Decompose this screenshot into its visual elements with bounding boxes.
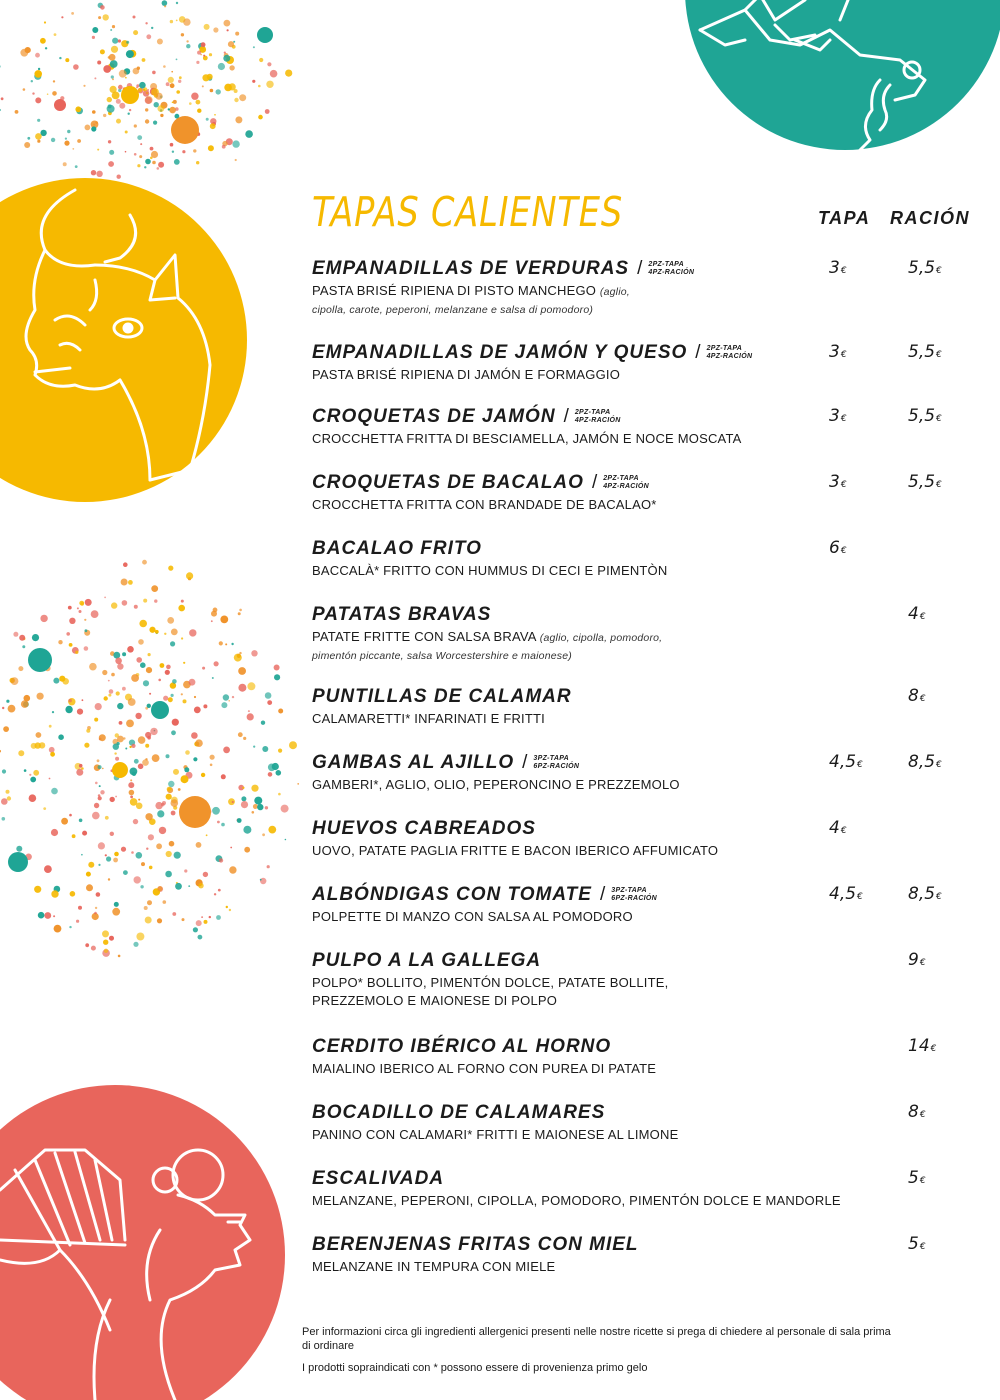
flamenco-dancer-icon <box>0 1085 285 1400</box>
currency-symbol: € <box>936 266 942 276</box>
menu-item <box>312 752 972 794</box>
portion-tapa: 2PZ-TAPA <box>706 345 743 352</box>
price-value: 5,5 <box>908 472 936 492</box>
description-text: UOVO, PATATE PAGLIA FRITTE E BACON IBERICO AFFUMICATO <box>312 843 719 858</box>
menu-item-description <box>312 776 972 794</box>
menu-item-name: PULPO A LA GALLEGA <box>312 950 542 971</box>
description-text: PREZZEMOLO E MAIONESE DI POLPO <box>312 993 558 1008</box>
menu-item-description <box>312 282 972 319</box>
description-text: MAIALINO IBERICO AL FORNO CON PUREA DI PATATE <box>312 1061 657 1076</box>
paint-splatter-middle <box>0 560 299 957</box>
price-tapa <box>829 258 847 278</box>
price-racion <box>908 1234 926 1254</box>
currency-symbol: € <box>840 480 847 490</box>
paint-splatter-top <box>0 0 292 179</box>
currency-symbol: € <box>857 760 863 770</box>
currency-symbol: € <box>840 350 847 360</box>
price-racion <box>908 406 942 426</box>
separator: / <box>563 406 569 427</box>
menu-item-header <box>312 1168 972 1190</box>
price-racion <box>908 472 942 492</box>
price-racion <box>908 884 942 904</box>
ingredient-note: (aglio, cipolla, pomodoro, <box>539 632 663 644</box>
bull-head-icon <box>0 178 247 502</box>
footer-notes <box>302 1325 902 1383</box>
ingredient-note: cipolla, carote, peperoni, melanzane e salsa di pomodoro) <box>312 304 594 316</box>
menu-item-description <box>312 908 972 926</box>
menu-item-name: EMPANADILLAS DE JAMÓN Y QUESO <box>312 342 688 363</box>
menu-item-header <box>312 472 972 494</box>
price-racion <box>908 1168 926 1188</box>
menu-item <box>312 538 972 580</box>
menu-item-name: ESCALIVADA <box>312 1168 445 1189</box>
menu-item-header <box>312 752 972 774</box>
menu-item-description <box>312 1126 972 1144</box>
price-tapa <box>829 472 847 492</box>
description-text: PASTA BRISÉ RIPIENA DI PISTO MANCHEGO <box>312 283 597 298</box>
menu-item-description <box>312 1192 972 1210</box>
portion-info <box>603 475 649 491</box>
price-value: 5 <box>908 1168 919 1188</box>
portion-info <box>533 755 579 771</box>
portion-racion: 6PZ-RACIÓN <box>533 763 580 770</box>
portion-tapa: 3PZ-TAPA <box>611 887 647 894</box>
portion-racion: 6PZ-RACIÓN <box>611 895 658 902</box>
price-value: 3 <box>829 342 840 362</box>
horse-head-icon <box>685 0 1000 150</box>
price-racion <box>908 1036 936 1056</box>
price-value: 3 <box>829 406 840 426</box>
description-text: POLPO* BOLLITO, PIMENTÓN DOLCE, PATATE BOLLITE, <box>312 975 669 990</box>
currency-symbol: € <box>919 1176 926 1186</box>
menu-item-name: BERENJENAS FRITAS CON MIEL <box>312 1234 639 1255</box>
portion-tapa: 2PZ-TAPA <box>603 475 639 482</box>
currency-symbol: € <box>919 1110 926 1120</box>
price-value: 14 <box>908 1036 930 1056</box>
menu-item-name: HUEVOS CABREADOS <box>312 818 536 839</box>
currency-symbol: € <box>919 694 926 704</box>
menu-item <box>312 1168 972 1210</box>
price-racion <box>908 342 942 362</box>
menu-item-header <box>312 604 972 626</box>
menu-item-description <box>312 1060 972 1078</box>
price-tapa <box>829 406 847 426</box>
column-header-racion: RACIÓN <box>890 208 970 228</box>
menu-item-name: PATATAS BRAVAS <box>312 604 492 625</box>
portion-info <box>707 345 753 361</box>
menu-item <box>312 342 972 384</box>
price-value: 3 <box>829 258 840 278</box>
menu-item-header <box>312 406 972 428</box>
allergen-note: Per informazioni circa gli ingredienti allergenici presenti nelle nostre ricette si prega di chiedere al personale di sala prima di ordinare <box>302 1326 891 1352</box>
price-value: 4,5 <box>829 884 857 904</box>
currency-symbol: € <box>919 958 926 968</box>
description-text: POLPETTE DI MANZO CON SALSA AL POMODORO <box>312 909 633 924</box>
price-value: 8 <box>908 686 919 706</box>
menu-item-name: GAMBAS AL AJILLO <box>312 752 515 773</box>
menu-item <box>312 472 972 514</box>
currency-symbol: € <box>936 414 942 424</box>
ingredient-note: pimentón piccante, salsa Worcestershire e maionese) <box>312 650 572 662</box>
menu-item-name: BOCADILLO DE CALAMARES <box>312 1102 606 1123</box>
menu-item <box>312 406 972 448</box>
price-value: 8,5 <box>908 884 936 904</box>
currency-symbol: € <box>936 892 942 902</box>
description-text: PATATE FRITTE CON SALSA BRAVA <box>312 629 536 644</box>
menu-item-description <box>312 496 972 514</box>
description-text: MELANZANE, PEPERONI, CIPOLLA, POMODORO, PIMENTÓN DOLCE E MANDORLE <box>312 1193 841 1208</box>
currency-symbol: € <box>840 414 847 424</box>
menu-item <box>312 1234 972 1276</box>
description-text: MELANZANE IN TEMPURA CON MIELE <box>312 1259 556 1274</box>
price-value: 9 <box>908 950 919 970</box>
price-tapa <box>829 818 847 838</box>
description-text: BACCALÀ* FRITTO CON HUMMUS DI CECI E PIMENTÒN <box>312 563 668 578</box>
price-racion <box>908 950 926 970</box>
separator: / <box>599 884 606 905</box>
column-header-tapa: TAPA <box>818 208 871 228</box>
menu-item <box>312 818 972 860</box>
description-text: PANINO CON CALAMARI* FRITTI E MAIONESE AL LIMONE <box>312 1127 679 1142</box>
price-racion <box>908 1102 926 1122</box>
menu-item-name: CROQUETAS DE JAMÓN <box>312 406 556 427</box>
menu-item-header <box>312 258 972 280</box>
menu-item <box>312 884 972 926</box>
portion-racion: 4PZ-RACIÓN <box>706 353 753 360</box>
menu-item-name: EMPANADILLAS DE VERDURAS <box>312 258 630 279</box>
price-value: 3 <box>829 472 840 492</box>
currency-symbol: € <box>840 826 847 836</box>
currency-symbol: € <box>840 546 847 556</box>
price-tapa <box>829 884 863 904</box>
menu-item-name: CROQUETAS DE BACALAO <box>312 472 584 493</box>
menu-item-description <box>312 366 972 384</box>
menu-item-header <box>312 818 972 840</box>
portion-racion: 4PZ-RACIÓN <box>603 483 649 490</box>
menu-item-description <box>312 1258 972 1276</box>
menu-item <box>312 604 972 665</box>
price-value: 8,5 <box>908 752 936 772</box>
price-value: 4 <box>908 604 919 624</box>
frozen-note: I prodotti sopraindicati con * possono essere di provenienza primo gelo <box>302 1362 648 1374</box>
menu-item-description <box>312 430 972 448</box>
portion-racion: 4PZ-RACIÓN <box>574 417 621 424</box>
menu-item <box>312 686 972 728</box>
separator: / <box>637 258 643 279</box>
price-value: 8 <box>908 1102 919 1122</box>
menu-item-header <box>312 342 972 364</box>
portion-info <box>575 409 621 425</box>
price-value: 5,5 <box>908 258 936 278</box>
description-text: CALAMARETTI* INFARINATI E FRITTI <box>312 711 545 726</box>
menu-item-description <box>312 842 972 860</box>
ingredient-note: (aglio, <box>599 286 630 298</box>
price-value: 5 <box>908 1234 919 1254</box>
menu-item-name: PUNTILLAS DE CALAMAR <box>312 686 572 707</box>
price-tapa <box>829 342 847 362</box>
menu-item-description <box>312 562 972 580</box>
portion-racion: 4PZ-RACIÓN <box>648 269 695 276</box>
menu-item-header <box>312 1234 972 1256</box>
menu-item-description <box>312 974 972 1010</box>
menu-item-header <box>312 1102 972 1124</box>
menu-item-name: ALBÓNDIGAS CON TOMATE <box>312 884 592 905</box>
currency-symbol: € <box>840 266 847 276</box>
separator: / <box>522 752 528 773</box>
separator: / <box>591 472 598 493</box>
price-tapa <box>829 752 863 772</box>
portion-tapa: 2PZ-TAPA <box>648 261 684 268</box>
price-value: 4,5 <box>829 752 857 772</box>
description-text: GAMBERI*, AGLIO, OLIO, PEPERONCINO E PREZZEMOLO <box>312 777 680 792</box>
currency-symbol: € <box>919 612 926 622</box>
menu-item-header <box>312 1036 972 1058</box>
menu-title: TAPAS CALIENTES <box>312 188 624 236</box>
menu-item-header <box>312 538 972 560</box>
price-tapa <box>829 538 847 558</box>
portion-tapa: 3PZ-TAPA <box>533 755 570 762</box>
description-text: CROCCHETTA FRITTA DI BESCIAMELLA, JAMÓN E NOCE MOSCATA <box>312 431 742 446</box>
currency-symbol: € <box>919 1242 926 1252</box>
menu-item-name: BACALAO FRITO <box>312 538 482 559</box>
price-value: 5,5 <box>908 406 936 426</box>
menu-item <box>312 1036 972 1078</box>
currency-symbol: € <box>936 350 942 360</box>
price-racion <box>908 752 942 772</box>
price-value: 6 <box>829 538 840 558</box>
currency-symbol: € <box>936 760 942 770</box>
menu-item <box>312 258 972 319</box>
portion-info <box>648 261 694 277</box>
portion-info <box>611 887 657 903</box>
currency-symbol: € <box>930 1044 937 1054</box>
price-racion <box>908 258 942 278</box>
description-text: PASTA BRISÉ RIPIENA DI JAMÓN E FORMAGGIO <box>312 367 621 382</box>
price-value: 4 <box>829 818 840 838</box>
currency-symbol: € <box>936 480 942 490</box>
currency-symbol: € <box>857 892 863 902</box>
menu-item-header <box>312 884 972 906</box>
menu-item-header <box>312 950 972 972</box>
menu-item-header <box>312 686 972 708</box>
menu-item <box>312 950 972 1010</box>
price-racion <box>908 686 926 706</box>
menu-item-description <box>312 710 972 728</box>
description-text: CROCCHETTA FRITTA CON BRANDADE DE BACALAO* <box>312 497 657 512</box>
price-racion <box>908 604 926 624</box>
portion-tapa: 2PZ-TAPA <box>574 409 611 416</box>
menu-item-name: CERDITO IBÉRICO AL HORNO <box>312 1036 612 1057</box>
separator: / <box>695 342 701 363</box>
menu-item <box>312 1102 972 1144</box>
price-value: 5,5 <box>908 342 936 362</box>
menu-item-description <box>312 628 972 665</box>
